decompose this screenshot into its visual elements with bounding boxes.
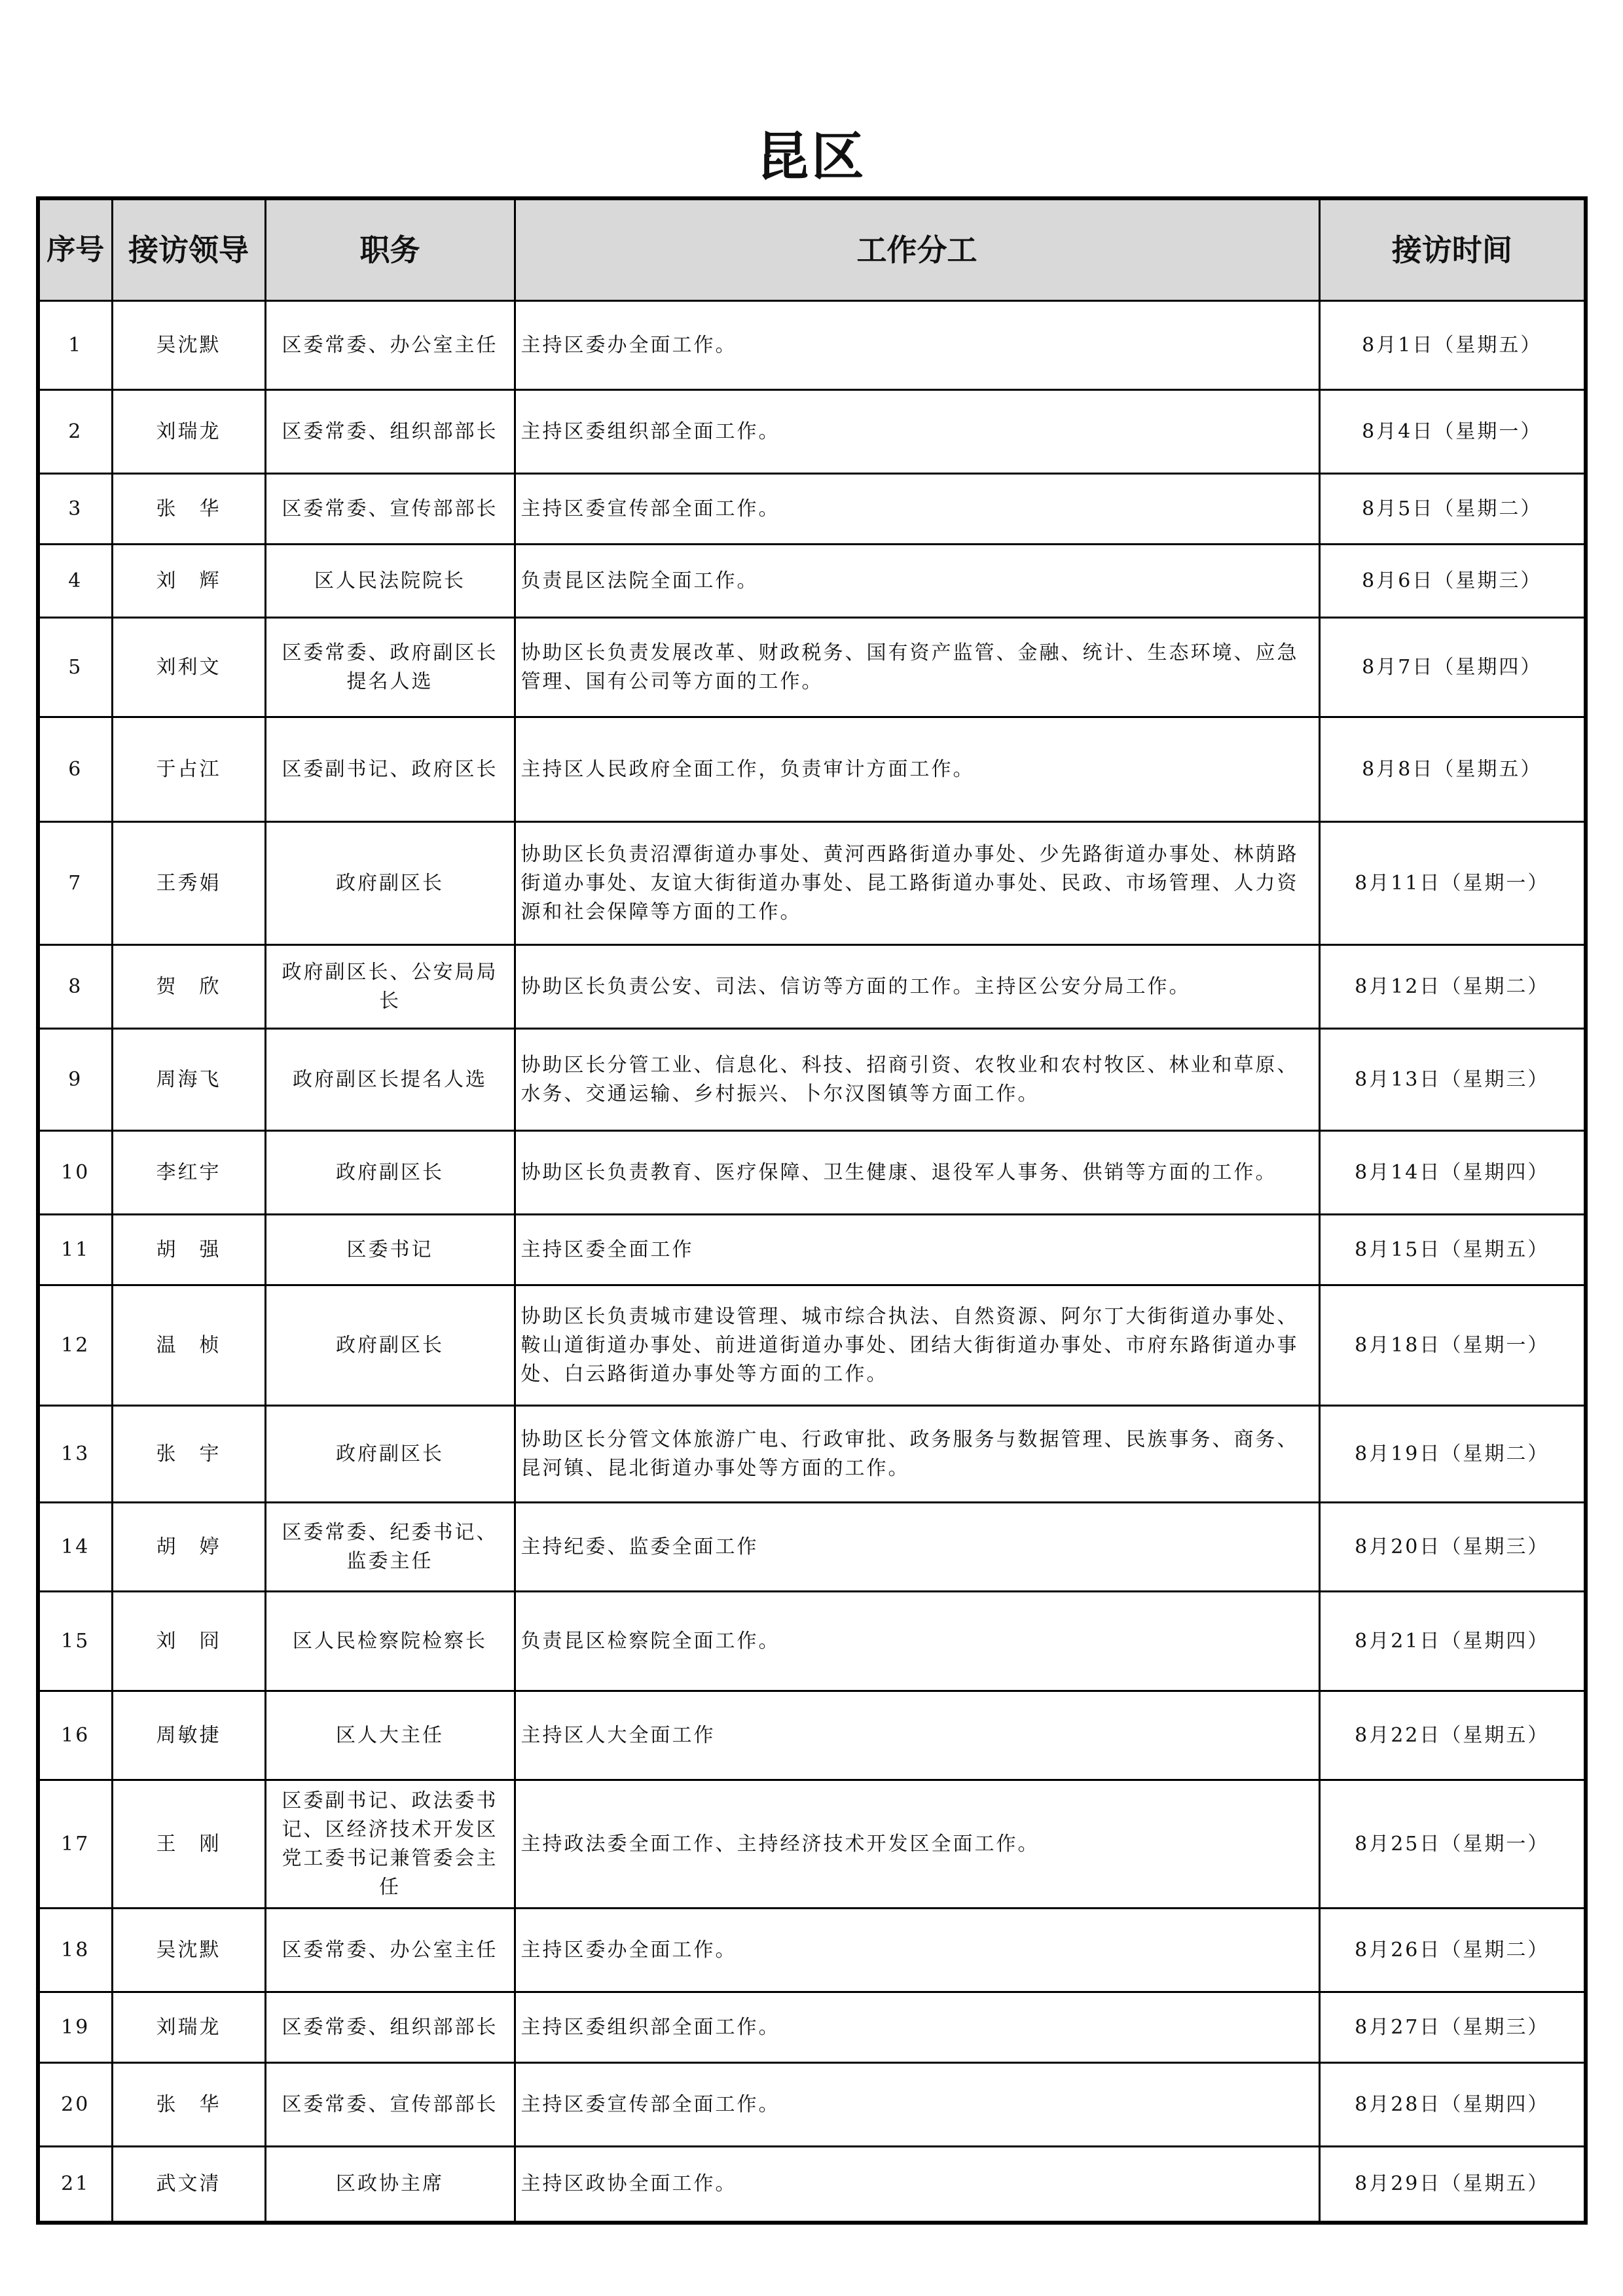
cell-time: 8月5日（星期二） [1319,474,1586,545]
cell-index: 16 [38,1691,112,1780]
table-row [38,717,1586,822]
cell-position: 政府副区长、公安局局长 [265,945,515,1029]
cell-index: 10 [38,1131,112,1215]
cell-position: 区委常委、组织部部长 [265,1992,515,2063]
cell-time: 8月26日（星期二） [1319,1909,1586,1992]
cell-time: 8月19日（星期二） [1319,1406,1586,1503]
cell-time: 8月6日（星期三） [1319,545,1586,618]
cell-duties: 主持区人大全面工作 [515,1691,1319,1780]
table-row [38,1992,1586,2063]
cell-time: 8月1日（星期五） [1319,301,1586,390]
reception-schedule-table [36,196,1588,2225]
cell-position: 区委常委、纪委书记、监委主任 [265,1503,515,1592]
table-row [38,474,1586,545]
cell-leader: 于占江 [112,717,265,822]
table-row [38,1406,1586,1503]
cell-position: 区人大主任 [265,1691,515,1780]
cell-duties: 主持区人民政府全面工作，负责审计方面工作。 [515,717,1319,822]
cell-time: 8月29日（星期五） [1319,2147,1586,2223]
cell-leader: 周海飞 [112,1029,265,1131]
table-row [38,301,1586,390]
cell-duties: 负责昆区检察院全面工作。 [515,1592,1319,1691]
cell-position: 政府副区长 [265,1285,515,1406]
cell-leader: 刘瑞龙 [112,1992,265,2063]
cell-leader: 温 桢 [112,1285,265,1406]
cell-time: 8月11日（星期一） [1319,822,1586,945]
cell-duties: 主持区委宣传部全面工作。 [515,474,1319,545]
table-row [38,1691,1586,1780]
table-row [38,945,1586,1029]
table-row [38,390,1586,474]
cell-index: 12 [38,1285,112,1406]
cell-position: 区委书记 [265,1215,515,1285]
table-row [38,2063,1586,2147]
cell-duties: 协助区长分管工业、信息化、科技、招商引资、农牧业和农村牧区、林业和草原、水务、交通运输、乡村振兴、卜尔汉图镇等方面工作。 [515,1029,1319,1131]
cell-position: 区委副书记、政府区长 [265,717,515,822]
cell-index: 21 [38,2147,112,2223]
header-position: 职务 [265,198,515,301]
cell-time: 8月15日（星期五） [1319,1215,1586,1285]
table-row [38,1285,1586,1406]
cell-time: 8月25日（星期一） [1319,1780,1586,1909]
cell-index: 11 [38,1215,112,1285]
cell-position: 区委常委、政府副区长提名人选 [265,618,515,717]
cell-duties: 协助区长负责公安、司法、信访等方面的工作。主持区公安分局工作。 [515,945,1319,1029]
cell-leader: 张 宇 [112,1406,265,1503]
cell-index: 7 [38,822,112,945]
cell-position: 区人民法院院长 [265,545,515,618]
cell-index: 20 [38,2063,112,2147]
cell-time: 8月7日（星期四） [1319,618,1586,717]
cell-time: 8月12日（星期二） [1319,945,1586,1029]
cell-position: 区委常委、组织部部长 [265,390,515,474]
cell-index: 19 [38,1992,112,2063]
cell-leader: 刘利文 [112,618,265,717]
cell-position: 区委常委、办公室主任 [265,1909,515,1992]
cell-duties: 负责昆区法院全面工作。 [515,545,1319,618]
cell-index: 14 [38,1503,112,1592]
cell-duties: 主持区委组织部全面工作。 [515,390,1319,474]
table-row [38,1131,1586,1215]
cell-time: 8月13日（星期三） [1319,1029,1586,1131]
cell-leader: 张 华 [112,474,265,545]
cell-duties: 主持区政协全面工作。 [515,2147,1319,2223]
cell-leader: 贺 欣 [112,945,265,1029]
cell-leader: 胡 强 [112,1215,265,1285]
cell-leader: 刘瑞龙 [112,390,265,474]
cell-duties: 主持区委组织部全面工作。 [515,1992,1319,2063]
cell-leader: 王秀娟 [112,822,265,945]
cell-index: 4 [38,545,112,618]
table-row [38,2147,1586,2223]
cell-time: 8月14日（星期四） [1319,1131,1586,1215]
cell-position: 区委常委、宣传部部长 [265,2063,515,2147]
cell-index: 1 [38,301,112,390]
cell-index: 18 [38,1909,112,1992]
cell-leader: 张 华 [112,2063,265,2147]
cell-leader: 吴沈默 [112,301,265,390]
cell-leader: 周敏捷 [112,1691,265,1780]
cell-time: 8月18日（星期一） [1319,1285,1586,1406]
table-row [38,1780,1586,1909]
table-row [38,618,1586,717]
cell-index: 6 [38,717,112,822]
cell-duties: 主持政法委全面工作、主持经济技术开发区全面工作。 [515,1780,1319,1909]
cell-duties: 协助区长负责教育、医疗保障、卫生健康、退役军人事务、供销等方面的工作。 [515,1131,1319,1215]
cell-index: 15 [38,1592,112,1691]
cell-index: 5 [38,618,112,717]
table-row [38,1909,1586,1992]
cell-position: 区委常委、宣传部部长 [265,474,515,545]
table-row [38,1592,1586,1691]
cell-time: 8月22日（星期五） [1319,1691,1586,1780]
cell-position: 政府副区长 [265,1131,515,1215]
cell-position: 政府副区长提名人选 [265,1029,515,1131]
cell-time: 8月28日（星期四） [1319,2063,1586,2147]
table-row [38,545,1586,618]
cell-leader: 刘 辉 [112,545,265,618]
cell-position: 区人民检察院检察长 [265,1592,515,1691]
cell-duties: 主持区委全面工作 [515,1215,1319,1285]
page-title: 昆区 [756,126,867,187]
cell-duties: 主持区委办全面工作。 [515,301,1319,390]
cell-leader: 刘 冏 [112,1592,265,1691]
cell-duties: 协助区长负责发展改革、财政税务、国有资产监管、金融、统计、生态环境、应急管理、国有公司等方面的工作。 [515,618,1319,717]
cell-index: 17 [38,1780,112,1909]
table-row [38,1215,1586,1285]
cell-leader: 吴沈默 [112,1909,265,1992]
cell-duties: 主持区委宣传部全面工作。 [515,2063,1319,2147]
cell-duties: 协助区长分管文体旅游广电、行政审批、政务服务与数据管理、民族事务、商务、昆河镇、昆北街道办事处等方面的工作。 [515,1406,1319,1503]
cell-time: 8月27日（星期三） [1319,1992,1586,2063]
header-index: 序号 [38,198,112,301]
header-time: 接访时间 [1319,198,1586,301]
table-row [38,1503,1586,1592]
cell-time: 8月21日（星期四） [1319,1592,1586,1691]
cell-duties: 协助区长负责沼潭街道办事处、黄河西路街道办事处、少先路街道办事处、林荫路街道办事处、友谊大街街道办事处、昆工路街道办事处、民政、市场管理、人力资源和社会保障等方面的工作。 [515,822,1319,945]
cell-position: 区委常委、办公室主任 [265,301,515,390]
cell-index: 9 [38,1029,112,1131]
cell-leader: 胡 婷 [112,1503,265,1592]
header-leader: 接访领导 [112,198,265,301]
cell-time: 8月8日（星期五） [1319,717,1586,822]
cell-leader: 李红宇 [112,1131,265,1215]
cell-index: 2 [38,390,112,474]
cell-index: 13 [38,1406,112,1503]
cell-position: 政府副区长 [265,1406,515,1503]
cell-index: 3 [38,474,112,545]
cell-time: 8月20日（星期三） [1319,1503,1586,1592]
cell-duties: 协助区长负责城市建设管理、城市综合执法、自然资源、阿尔丁大街街道办事处、鞍山道街道办事处、前进道街道办事处、团结大街街道办事处、市府东路街道办事处、白云路街道办事处等方面的工作。 [515,1285,1319,1406]
cell-index: 8 [38,945,112,1029]
cell-leader: 王 刚 [112,1780,265,1909]
header-duties: 工作分工 [515,198,1319,301]
cell-leader: 武文清 [112,2147,265,2223]
cell-position: 政府副区长 [265,822,515,945]
table-row [38,1029,1586,1131]
cell-position: 区政协主席 [265,2147,515,2223]
cell-position: 区委副书记、政法委书记、区经济技术开发区党工委书记兼管委会主任 [265,1780,515,1909]
table-row [38,822,1586,945]
cell-time: 8月4日（星期一） [1319,390,1586,474]
cell-duties: 主持纪委、监委全面工作 [515,1503,1319,1592]
cell-duties: 主持区委办全面工作。 [515,1909,1319,1992]
table-header-row [38,198,1586,301]
